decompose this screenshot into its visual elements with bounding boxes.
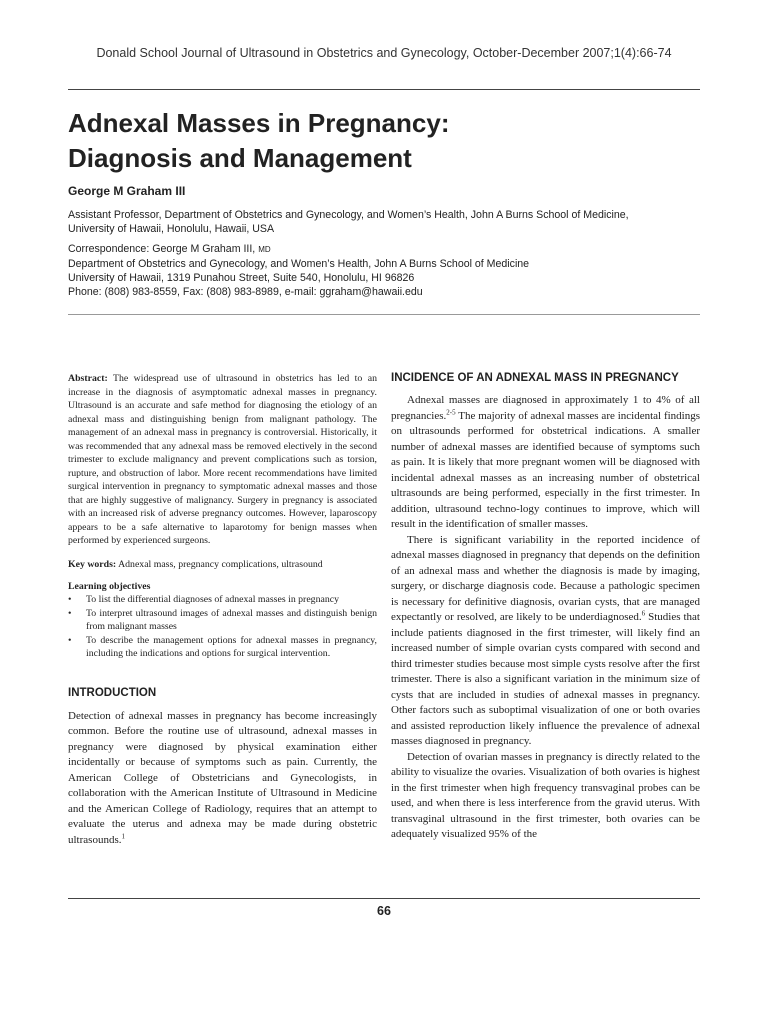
keywords	[68, 558, 377, 572]
journal-citation-header: Donald School Journal of Ultrasound in Obstetrics and Gynecology, October-December 2007;1(4):66-74	[96, 46, 672, 60]
left-column	[68, 372, 377, 848]
article-title-line-2: Diagnosis and Management	[68, 143, 412, 173]
incidence-paragraph-1	[391, 393, 700, 533]
correspondence-line-3: University of Hawaii, 1319 Punahou Street, Suite 540, Honolulu, HI 96826	[68, 272, 415, 284]
right-column	[391, 372, 700, 843]
author-affiliation	[68, 208, 700, 236]
learning-objective-item: • To describe the management options for adnexal masses in pregnancy, including the indications and options for surgical intervention.	[68, 634, 377, 661]
author-name: George M Graham III	[68, 184, 186, 198]
affiliation-line-2: University of Hawaii, Honolulu, Hawaii, USA	[68, 223, 275, 235]
affiliation-line-1: Assistant Professor, Department of Obstetrics and Gynecology, and Women’s Health, John A Burns School of Medicine,	[68, 209, 629, 221]
learning-objective-item: • To interpret ultrasound images of adnexal masses and distinguish benign from malignant masses	[68, 607, 377, 634]
abstract	[68, 372, 377, 548]
incidence-p2-text-a: There is significant variability in the reported incidence of adnexal masses diagnosed in pregnancy that depends on the definition of an adnexal mass and whether the diagnosis is made by imaging, surgery, or discharge diagnosis code. Because a pathologic specimen is necessary for definitive diagnosis, ovarian cysts, that are managed expectantly or resolved, are likely to be underdiagnosed.	[391, 533, 700, 623]
correspondence-block	[68, 242, 700, 299]
incidence-paragraph-3: Detection of ovarian masses in pregnancy is directly related to the ability to visualize the ovaries. Visualization of both ovaries is highest in the first trimester when high frequency transvaginal probes can be used, and when there is less interference from the gravid uterus. With transvaginal ultrasound in the first trimester, both ovaries can be adequately visualized 95% of the	[391, 750, 700, 840]
correspondence-line-2: Department of Obstetrics and Gynecology, and Women’s Health, John A Burns School of Medicine	[68, 258, 530, 270]
correspondence-line-4: Phone: (808) 983-8559, Fax: (808) 983-8989, e-mail: ggraham@hawaii.edu	[68, 286, 423, 298]
learning-objective-item: • To list the differential diagnoses of adnexal masses in pregnancy	[68, 593, 377, 607]
article-title	[68, 106, 708, 176]
incidence-p1-text-a: Adnexal masses are diagnosed in approximately 1 to 4% of all pregnancies.	[391, 394, 700, 422]
incidence-heading: INCIDENCE OF AN ADNEXAL MASS IN PREGNANCY	[391, 372, 679, 384]
keywords-label: Key words:	[68, 558, 117, 570]
correspondence-name: Correspondence: George M Graham III,	[68, 243, 259, 255]
correspondence-line-1	[68, 242, 700, 257]
article-title-line-1: Adnexal Masses in Pregnancy:	[68, 108, 450, 138]
introduction-paragraph	[68, 709, 377, 849]
page-number: 66	[377, 904, 391, 918]
footer-divider	[68, 898, 700, 899]
introduction-text: Detection of adnexal masses in pregnancy has become increasingly common. Before the routine use of ultrasound, adnexal masses in pregnancy were diagnosed by physical examination either incidentally or because of symptoms such as pain. Currently, the American College of Obstetricians and Gynecologists, in collaboration with the American Institute of Ultrasound in Medicine and the American College of Radiology, requires that an attempt to evaluate the uterus and adnexa may be made during obstetric ultrasounds.	[68, 709, 377, 846]
metadata-divider	[68, 314, 700, 315]
reference-marker: 2-5	[446, 407, 456, 416]
header-divider	[68, 89, 700, 90]
abstract-text: The widespread use of ultrasound in obstetrics has led to an increase in the diagnosis of asymptomatic adnexal masses in pregnancy. Ultrasound is an accurate and safe method for diagnosing the etiology of an adnexal mass and distinguishing benign from malignant pathology. The management of an adnexal mass in pregnancy is controversial. Historically, it was recommended that any adnexal mass be removed electively in the second trimester to exclude malignancy and prevent complications such as torsion, rupture, and obstruction of labor. More recent recommendations have limited surgical intervention in pregnancy to symptomatic adnexal masses and those that are highly suggestive of malignancy. Surgery in pregnancy is associated with an increased risk of adverse pregnancy outcomes. However, laparoscopy appears to be a safe alternative to laparotomy for benign masses when performed by experienced surgeons.	[68, 373, 377, 546]
learning-objectives-list	[68, 593, 377, 661]
keywords-text: Adnexal mass, pregnancy complications, ultrasound	[116, 558, 323, 570]
reference-marker: 6	[641, 609, 646, 618]
correspondence-degree: MD	[258, 245, 271, 254]
learning-objectives-heading: Learning objectives	[68, 581, 151, 592]
incidence-p1-text-b: The majority of adnexal masses are incidental findings on ultrasounds performed for obstetrical indications. A smaller number of adnexal masses are identified because of symptoms such as pain. It is likely that more pregnant women will be diagnosed with incidental adnexal masses as an increasing number of obstetrical ultrasounds are being performed, especially in the first trimester. In addition, ultrasound techno-logy continues to improve, which will result in the identification of smaller masses.	[391, 409, 700, 530]
incidence-paragraph-2	[391, 533, 700, 750]
introduction-heading: INTRODUCTION	[68, 686, 157, 699]
abstract-label: Abstract:	[68, 373, 108, 384]
incidence-p2-text-b: Studies that include patients diagnosed in the first trimester, will likely find an increased number of simple ovarian cysts compared with second and third trimester studies because most simple cysts resolve after the first trimester. There is also a significant variation in the minimum size of cysts that are included in studies of adnexal masses in pregnancy. Other factors such as suboptimal visualization of one or both ovaries and assisted reproduction likely influence the prevalence of adnexal masses diagnosed in pregnancy.	[391, 611, 700, 747]
reference-marker: 1	[121, 831, 125, 840]
